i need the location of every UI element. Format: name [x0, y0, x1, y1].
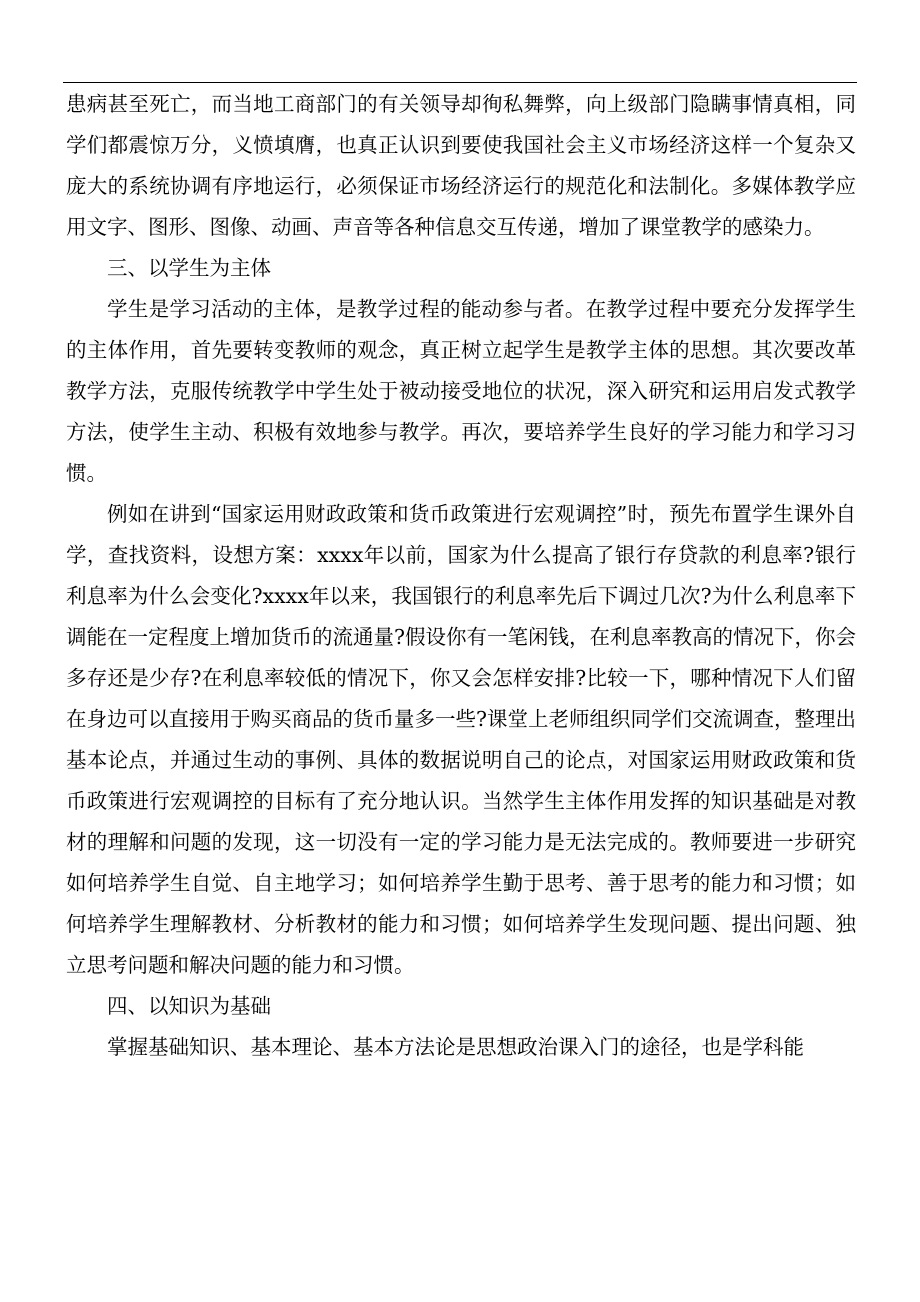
paragraph-student-subject: 学生是学习活动的主体，是教学过程的能动参与者。在教学过程中要充分发挥学生的主体作用，首先要转变教师的观念，真正树立起学生是教学主体的思想。其次要改革教学方法，克服传统教学中学生处于被动接受地位的状况，深入研究和运用启发式教学方法，使学生主动、积极有效地参与教学。再次，要培养学生良好的学习能力和学习习惯。 [66, 297, 856, 485]
paragraph-knowledge-basis: 掌握基础知识、基本理论、基本方法论是思想政治课入门的途径，也是学科能 [107, 1035, 804, 1059]
document-body [66, 84, 856, 1068]
paragraph-continuation: 患病甚至死亡，而当地工商部门的有关领导却徇私舞弊，向上级部门隐瞒事情真相，同学们都震惊万分，义愤填膺，也真正认识到要使我国社会主义市场经济这样一个复杂又庞大的系统协调有序地运行，必须保证市场经济运行的规范化和法制化。多媒体教学应用文字、图形、图像、动画、声音等各种信息交互传递，增加了课堂教学的感染力。 [66, 92, 856, 239]
paragraph-example-macro-control: 例如在讲到“国家运用财政政策和货币政策进行宏观调控”时，预先布置学生课外自学，查找资料，设想方案：xxxx年以前，国家为什么提高了银行存贷款的利息率?银行利息率为什么会变化?xxxx年以来，我国银行的利息率先后下调过几次?为什么利息率下调能在一定程度上增加货币的流通量?假设你有一笔闲钱，在利息率教高的情况下，你会多存还是少存?在利息率较低的情况下，你又会怎样安排?比较一下，哪种情况下人们留在身边可以直接用于购买商品的货币量多一些?课堂上老师组织同学们交流调查，整理出基本论点，并通过生动的事例、具体的数据说明自己的论点，对国家运用财政政策和货币政策进行宏观调控的目标有了充分地认识。当然学生主体作用发挥的知识基础是对教材的理解和问题的发现，这一切没有一定的学习能力是无法完成的。教师要进一步研究如何培养学生自觉、自主地学习；如何培养学生勤于思考、善于思考的能力和习惯；如何培养学生理解教材、分析教材的能力和习惯；如何培养学生发现问题、提出问题、独立思考问题和解决问题的能力和习惯。 [66, 502, 856, 977]
header-rule [63, 82, 857, 83]
section-heading-3: 三、以学生为主体 [107, 256, 271, 280]
section-heading-4: 四、以知识为基础 [107, 994, 271, 1018]
